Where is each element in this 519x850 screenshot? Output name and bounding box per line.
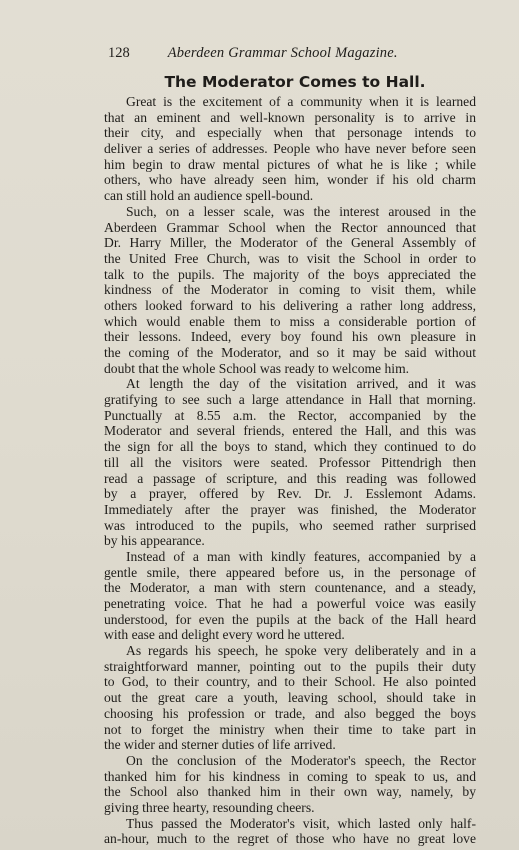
body-text-line: On the conclusion of the Moderator's speech, the Rector: [126, 752, 476, 768]
body-text-line: which would enable them to miss a considerable portion of: [104, 313, 476, 329]
body-text-line: gratifying to see such a large attendance in Hall that morning.: [104, 392, 476, 408]
body-text-line: penetrating voice. That he had a powerful voice was easily: [104, 596, 476, 611]
body-text-line: not to forget the ministry when their time to take part in: [104, 721, 476, 737]
body-text-line: thanked him for his kindness in coming to speak to us, and: [104, 768, 476, 784]
body-text-line: the United Free Church, was to visit the School in order to: [104, 250, 476, 266]
body-text-line: kindness of the Moderator in coming to visit them, while: [104, 282, 476, 298]
body-text-line: Such, on a lesser scale, was the interest aroused in the: [126, 203, 476, 219]
body-text-line: Aberdeen Grammar School when the Rector announced that: [104, 219, 476, 235]
body-text-line: understood, for even the pupils at the back of the Hall heard: [104, 611, 476, 627]
body-text-line: the sign for all the boys to stand, which they continued to do: [104, 439, 476, 455]
body-text-line: Thus passed the Moderator's visit, which lasted only half-: [126, 815, 476, 831]
article-body: [104, 94, 476, 847]
body-text-line: that an eminent and well-known personality is to arrive in: [104, 109, 476, 125]
body-text-line: Moderator and several friends, entered the Hall, and this was: [104, 423, 476, 439]
body-text-line: Punctually at 8.55 a.m. the Rector, accompanied by the: [104, 407, 476, 423]
body-text-line: doubt that the whole School was ready to welcome him.: [104, 360, 410, 376]
body-text-line: Immediately after the prayer was finished, the Moderator: [104, 501, 476, 517]
journal-title: Aberdeen Grammar School Magazine.: [167, 45, 398, 61]
body-text-line: an-hour, much to the regret of those who have no great love: [104, 831, 476, 847]
body-text-line: Instead of a man with kindly features, accompanied by a: [126, 548, 476, 564]
body-text-line: their lessons. Indeed, every boy found his own pleasure in: [104, 329, 476, 345]
body-text-line: others, who have already seen him, wonder if his old charm: [104, 172, 476, 188]
body-text-line: out the great care a youth, leaving school, should take in: [104, 690, 476, 706]
body-text-line: gentle smile, there appeared before us, in the personage of: [104, 564, 476, 580]
body-text-line: the coming of the Moderator, and so it may be said without: [104, 345, 476, 360]
body-text-line: deliver a series of addresses. People who have never before seen: [104, 141, 476, 157]
body-text-line: the Moderator, a man with stern countenance, and a steady,: [104, 580, 476, 596]
body-text-line: others looked forward to his delivering a rather long address,: [104, 297, 476, 313]
body-text-line: till all the visitors were seated. Professor Pittendrigh then: [104, 454, 476, 470]
body-text-line: was introduced to the pupils, who seemed rather surprised: [104, 517, 476, 533]
article-title: The Moderator Comes to Hall.: [164, 73, 426, 91]
body-text-line: the School also thanked him in their own way, namely, by: [104, 784, 476, 800]
body-text-line: At length the day of the visitation arrived, and it was: [126, 376, 476, 392]
body-text-line: giving three hearty, resounding cheers.: [104, 799, 315, 815]
body-text-line: Great is the excitement of a community when it is learned: [126, 94, 476, 109]
body-text-line: by a prayer, offered by Rev. Dr. J. Esslemont Adams.: [104, 486, 476, 502]
body-text-line: choosing his profession or trade, and also begged the boys: [104, 705, 476, 721]
page-number: 128: [108, 45, 130, 61]
body-text-line: with ease and delight every word he uttered.: [104, 627, 345, 643]
body-text-line: talk to the pupils. The majority of the boys appreciated the: [104, 266, 476, 282]
body-text-line: read a passage of scripture, and this reading was followed: [104, 470, 476, 486]
running-header: [108, 44, 488, 62]
body-text-line: their city, and especially when that personage intends to: [104, 125, 476, 141]
body-text-line: straightforward manner, pointing out to the pupils their duty: [104, 658, 476, 674]
body-text-line: by his appearance.: [104, 533, 205, 549]
body-text-line: Dr. Harry Miller, the Moderator of the General Assembly of: [104, 235, 476, 251]
body-text-line: him begin to draw mental pictures of what he is like ; while: [104, 156, 476, 172]
body-text-line: the wider and sterner duties of life arrived.: [104, 737, 336, 753]
body-text-line: As regards his speech, he spoke very deliberately and in a: [126, 643, 476, 659]
body-text-line: can still hold an audience spell-bound.: [104, 188, 314, 204]
body-text-line: to God, to their country, and to their School. He also pointed: [104, 674, 476, 690]
